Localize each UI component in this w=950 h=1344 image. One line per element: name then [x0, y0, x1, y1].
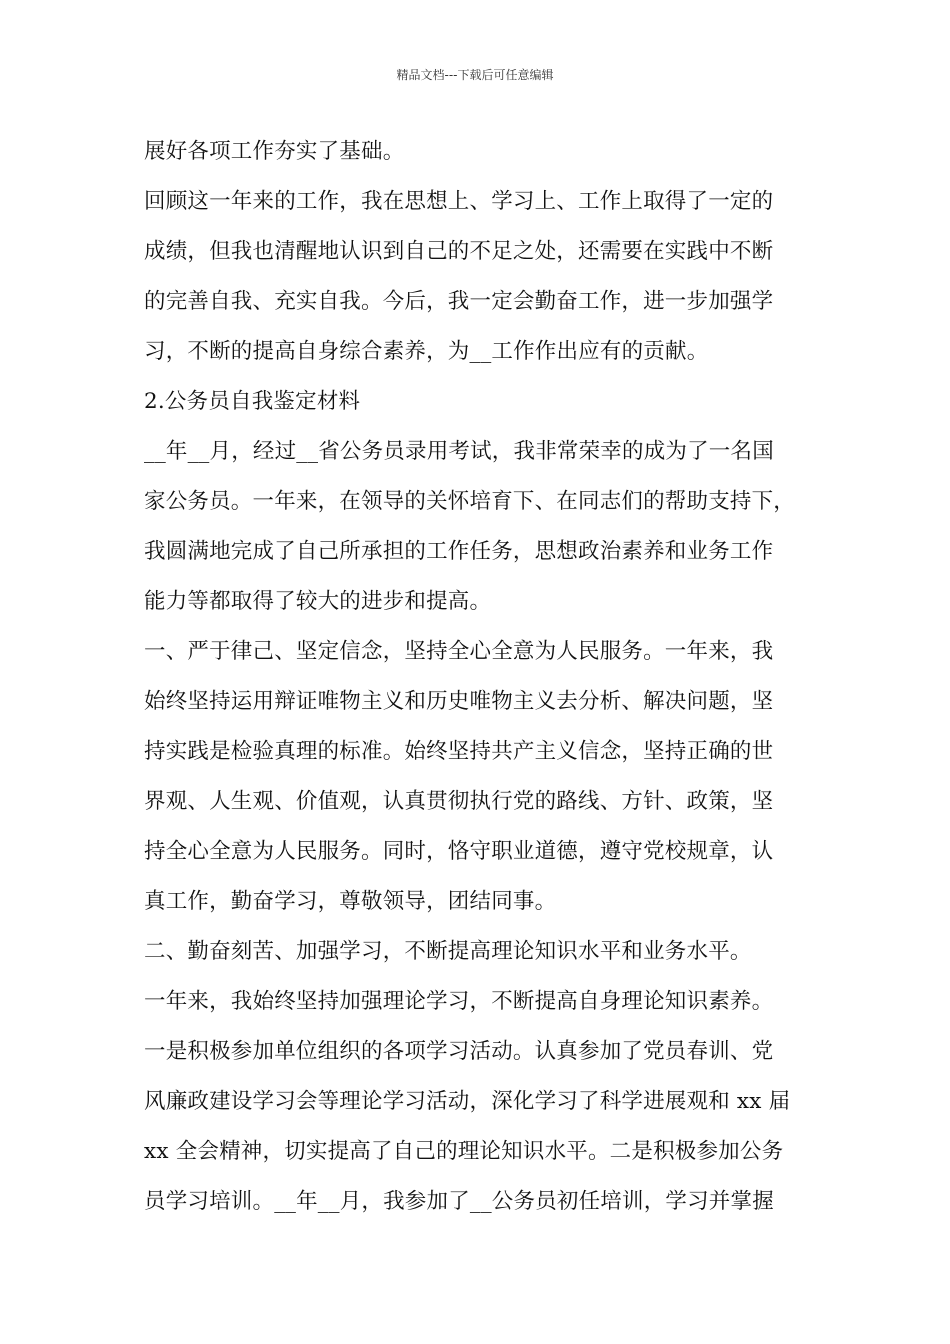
text-line: 始终坚持运用辩证唯物主义和历史唯物主义去分析、解决问题，坚	[144, 689, 774, 714]
text-line: 持实践是检验真理的标准。始终坚持共产主义信念，坚持正确的世	[144, 739, 774, 764]
text-line: 家公务员。一年来，在领导的关怀培育下、在同志们的帮助支持下，	[144, 489, 796, 514]
text-line: 的完善自我、充实自我。今后，我一定会勤奋工作，进一步加强学	[144, 289, 774, 314]
text-line: 二、勤奋刻苦、加强学习，不断提高理论知识水平和业务水平。	[144, 939, 752, 964]
text-line: 我圆满地完成了自己所承担的工作任务，思想政治素养和业务工作	[144, 539, 774, 564]
text-line: 展好各项工作夯实了基础。	[144, 139, 405, 164]
text-line: 习，不断的提高自身综合素养，为__工作作出应有的贡献。	[144, 339, 709, 364]
text-line: xx 全会精神，切实提高了自己的理论知识水平。二是积极参加公务	[144, 1139, 784, 1164]
text-line: 能力等都取得了较大的进步和提高。	[144, 589, 492, 614]
text-line: 持全心全意为人民服务。同时，恪守职业道德，遵守党校规章，认	[144, 839, 774, 864]
text-line: 成绩，但我也清醒地认识到自己的不足之处，还需要在实践中不断	[144, 239, 774, 264]
text-line: 一年来，我始终坚持加强理论学习，不断提高自身理论知识素养。	[144, 989, 774, 1014]
text-line: 回顾这一年来的工作，我在思想上、学习上、工作上取得了一定的	[144, 189, 774, 214]
text-line: 风廉政建设学习会等理论学习活动，深化学习了科学进展观和 xx 届	[144, 1089, 791, 1114]
text-line: 员学习培训。__年__月，我参加了__公务员初任培训，学习并掌握	[144, 1189, 774, 1214]
text-line: __年__月，经过__省公务员录用考试，我非常荣幸的成为了一名国	[144, 439, 774, 464]
section-heading: 2.公务员自我鉴定材料	[144, 389, 361, 414]
page-header: 精品文档---下载后可任意编辑	[396, 68, 554, 82]
text-line: 一是积极参加单位组织的各项学习活动。认真参加了党员春训、党	[144, 1039, 774, 1064]
text-line: 一、严于律己、坚定信念，坚持全心全意为人民服务。一年来，我	[144, 639, 774, 664]
text-line: 真工作，勤奋学习，尊敬领导，团结同事。	[144, 889, 557, 914]
text-line: 界观、人生观、价值观，认真贯彻执行党的路线、方针、政策，坚	[144, 789, 774, 814]
document-body	[144, 127, 844, 1227]
